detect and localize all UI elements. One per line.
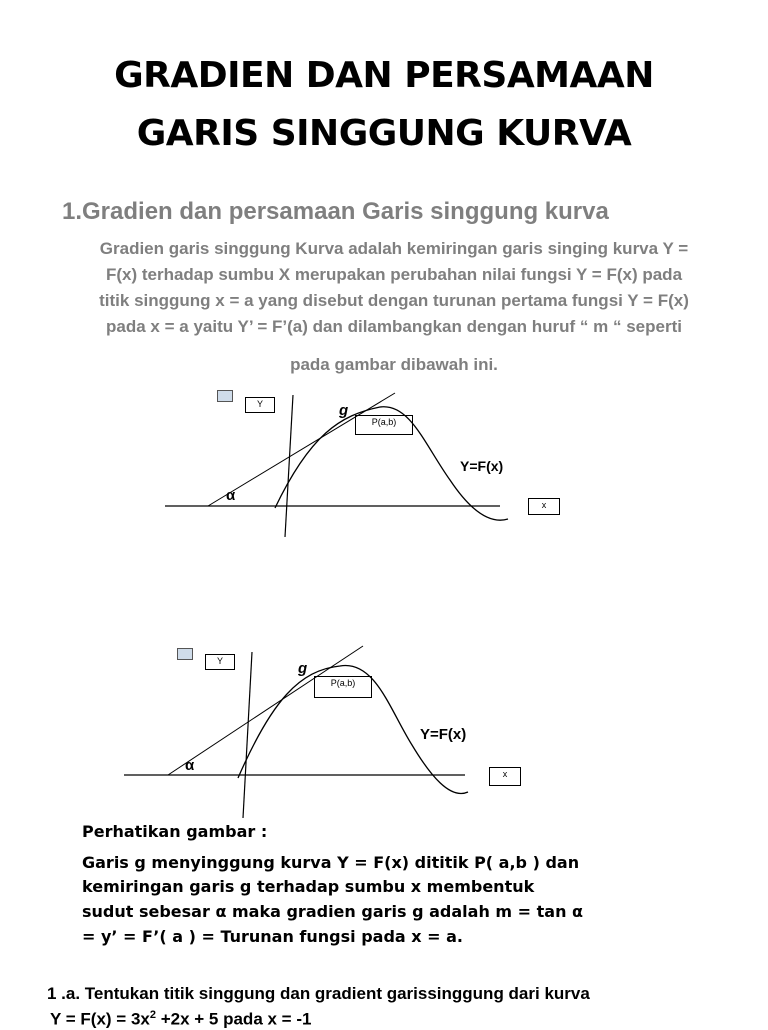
note-line-2: kemiringan garis g terhadap sumbu x membentuk: [82, 877, 535, 896]
figure-2: [0, 640, 768, 820]
note-heading: Perhatikan gambar :: [82, 822, 268, 841]
tangent-line-g: [168, 646, 363, 775]
paragraph-line-2: F(x) terhadap sumbu X merupakan perubahan nilai fungsi Y = F(x) pada: [105, 265, 683, 284]
note-line-1: Garis g menyinggung kurva Y = F(x) dititik P( a,b ) dan: [82, 853, 580, 872]
note-line-4: = y’ = F’( a ) = Turunan fungsi pada x = a.: [82, 927, 464, 946]
y-axis-line: [243, 652, 252, 818]
question-exponent: 2: [149, 1009, 156, 1021]
paragraph-line-5: pada gambar dibawah ini.: [290, 355, 498, 374]
point-label: P(a,b): [355, 415, 413, 435]
y-axis-line: [285, 395, 293, 537]
question-condition: +2x + 5 pada x = -1: [155, 1009, 312, 1029]
point-label: P(a,b): [314, 676, 372, 698]
paragraph-line-1: Gradien garis singgung Kurva adalah kemiringan garis singing kurva Y =: [99, 239, 689, 258]
angle-label: α: [226, 487, 236, 504]
page-title-line2: GARIS SINGGUNG KURVA: [136, 113, 632, 154]
x-axis-label: x: [528, 498, 560, 515]
curve-label: Y=F(x): [460, 458, 504, 474]
paragraph-line-3: titik singgung x = a yang disebut dengan turunan pertama fungsi Y = F(x): [99, 291, 689, 310]
y-axis-label: Y: [245, 397, 275, 413]
x-axis-label: x: [489, 767, 521, 786]
figure-1: [0, 385, 768, 545]
figure-2-graph: [0, 640, 768, 820]
section-heading: 1.Gradien dan persamaan Garis singgung kurva: [62, 198, 609, 225]
question-line-1: 1 .a. Tentukan titik singgung dan gradient garissinggung dari kurva: [47, 984, 590, 1003]
curve-label: Y=F(x): [420, 726, 467, 743]
question-equation: Y = F(x) = 3x: [50, 1009, 150, 1029]
question-line-2: [50, 1009, 311, 1030]
note-line-3: sudut sebesar α maka gradien garis g adalah m = tan α: [82, 902, 584, 921]
paragraph-line-4: pada x = a yaitu Y’ = F’(a) dan dilambangkan dengan huruf “ m “ seperti: [106, 317, 682, 336]
y-axis-label: Y: [205, 654, 235, 670]
tangent-label: g: [298, 660, 308, 677]
figure-1-graph: [0, 385, 768, 545]
angle-label: α: [185, 757, 195, 774]
page-title-line1: GRADIEN DAN PERSAMAAN: [114, 55, 654, 96]
tangent-label: g: [339, 402, 349, 419]
